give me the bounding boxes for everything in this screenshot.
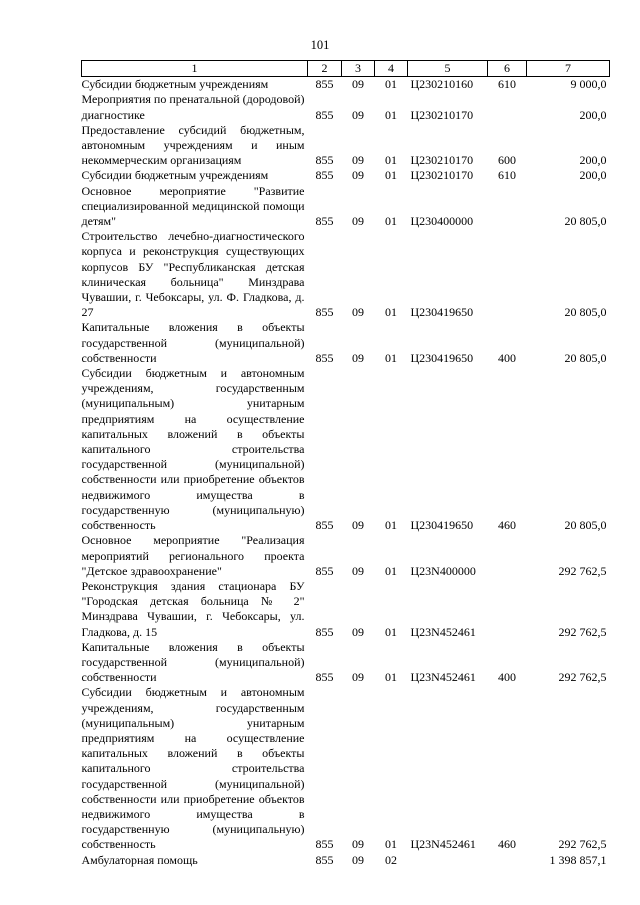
amount: 200,0 — [579, 107, 607, 122]
table-row — [82, 579, 610, 640]
amount: 292 762,5 — [558, 837, 607, 852]
table-row — [82, 320, 610, 366]
ministry-code: 855 — [315, 305, 334, 320]
expense-type-code: 400 — [498, 350, 516, 365]
table-row — [82, 853, 610, 868]
budget-table — [81, 60, 610, 868]
expense-type-code — [488, 184, 527, 230]
expense-type-code: 600 — [498, 153, 516, 168]
subsection-code: 01 — [385, 837, 397, 852]
expense-type-code: 400 — [498, 670, 516, 685]
header-col-1: 1 — [82, 61, 308, 77]
ministry-code: 855 — [315, 214, 334, 229]
target-item-code: Ц23N452461 — [410, 624, 476, 639]
ministry-code: 855 — [315, 153, 334, 168]
ministry-code: 855 — [315, 350, 334, 365]
subsection-code: 01 — [385, 624, 397, 639]
target-item-code: Ц230210170 — [410, 153, 474, 168]
table-row — [82, 533, 610, 579]
page-number: 101 — [310, 38, 330, 52]
target-item-code: Ц230210170 — [410, 107, 474, 122]
subsection-code: 01 — [385, 107, 397, 122]
table-row — [82, 168, 610, 183]
expense-type-code — [488, 92, 527, 122]
ministry-code: 855 — [315, 837, 334, 852]
item-name: Субсидии бюджетным учреждениям — [81, 77, 269, 92]
amount: 1 398 857,1 — [549, 852, 607, 867]
subsection-code: 01 — [385, 518, 397, 533]
ministry-code: 855 — [315, 563, 334, 578]
target-item-code: Ц230400000 — [410, 214, 474, 229]
table-body — [82, 77, 610, 868]
subsection-code: 01 — [385, 77, 397, 92]
ministry-code: 855 — [315, 670, 334, 685]
section-code: 09 — [352, 107, 364, 122]
expense-type-code — [488, 533, 527, 579]
item-name: Мероприятия по пренатальной (дородовой) диагностике — [81, 92, 305, 122]
section-code: 09 — [352, 214, 364, 229]
target-item-code: Ц230419650 — [410, 305, 474, 320]
header-col-5: 5 — [408, 61, 488, 77]
ministry-code: 855 — [315, 518, 334, 533]
ministry-code: 855 — [315, 77, 334, 92]
table-row — [82, 366, 610, 533]
amount: 20 805,0 — [564, 518, 607, 533]
item-name: Амбулаторная помощь — [81, 852, 198, 867]
subsection-code: 01 — [385, 563, 397, 578]
amount: 9 000,0 — [570, 77, 607, 92]
section-code: 09 — [352, 305, 364, 320]
amount: 20 805,0 — [564, 305, 607, 320]
item-name: Предоставление субсидий бюджетным, автономным учреждениям и иным некоммерческим организациям — [81, 122, 305, 168]
item-name: Субсидии бюджетным и автономным учреждениям, государственным (муниципальным) унитарным предприятиям на осуществление капитальных вложений в объекты капитального строительства государственной (муниципальной) собственности или приобретение объектов недвижимого имущества в государственную (муниципальную) собственность — [81, 685, 305, 852]
target-item-code — [408, 853, 488, 868]
header-col-6: 6 — [488, 61, 527, 77]
item-name: Капитальные вложения в объекты государственной (муниципальной) собственности — [81, 320, 305, 365]
table-header — [82, 61, 610, 77]
target-item-code: Ц230210160 — [410, 77, 474, 92]
table-row — [82, 685, 610, 852]
subsection-code: 01 — [385, 350, 397, 365]
expense-type-code: 610 — [498, 168, 516, 183]
header-row — [82, 61, 610, 77]
section-code: 09 — [352, 77, 364, 92]
ministry-code: 855 — [315, 107, 334, 122]
expense-type-code: 610 — [498, 77, 516, 92]
amount: 292 762,5 — [558, 624, 607, 639]
item-name: Реконструкция здания стационара БУ "Городская детская больница № 2" Минздрава Чувашии, г. Чебоксары, ул. Гладкова, д. 15 — [81, 578, 305, 639]
header-col-2: 2 — [308, 61, 342, 77]
table-row — [82, 640, 610, 686]
target-item-code: Ц230419650 — [410, 518, 474, 533]
expense-type-code: 460 — [498, 837, 516, 852]
subsection-code: 01 — [385, 214, 397, 229]
section-code: 09 — [352, 837, 364, 852]
target-item-code: Ц23N400000 — [410, 563, 476, 578]
amount: 292 762,5 — [558, 563, 607, 578]
amount: 20 805,0 — [564, 214, 607, 229]
target-item-code: Ц230419650 — [410, 350, 474, 365]
subsection-code: 01 — [385, 168, 397, 183]
ministry-code: 855 — [315, 168, 334, 183]
section-code: 09 — [352, 852, 364, 867]
subsection-code: 02 — [385, 852, 397, 867]
expense-type-code — [488, 853, 527, 868]
section-code: 09 — [352, 670, 364, 685]
expense-type-code — [488, 579, 527, 640]
amount: 200,0 — [579, 168, 607, 183]
target-item-code: Ц23N452461 — [410, 670, 476, 685]
ministry-code: 855 — [315, 624, 334, 639]
item-name: Основное мероприятие "Реализация мероприятий регионального проекта "Детское здравоохранение" — [81, 533, 305, 578]
header-col-7: 7 — [527, 61, 610, 77]
table-row — [82, 92, 610, 122]
item-name: Строительство лечебно-диагностического корпуса и реконструкция существующих корпусов БУ "Республиканская детская клиническая больница" Минздрава Чувашии, г. Чебоксары, ул. Ф. Гладкова, д. 27 — [81, 229, 305, 320]
section-code: 09 — [352, 563, 364, 578]
section-code: 09 — [352, 350, 364, 365]
item-name: Основное мероприятие "Развитие специализированной медицинской помощи детям" — [81, 183, 305, 229]
section-code: 09 — [352, 168, 364, 183]
table-row — [82, 229, 610, 320]
table-row — [82, 123, 610, 169]
expense-type-code: 460 — [498, 518, 516, 533]
amount: 200,0 — [579, 153, 607, 168]
item-name: Субсидии бюджетным и автономным учреждениям, государственным (муниципальным) унитарным предприятиям на осуществление капитальных вложений в объекты капитального строительства государственной (муниципальной) собственности или приобретение объектов недвижимого имущества в государственную (муниципальную) собственность — [81, 366, 305, 533]
amount: 292 762,5 — [558, 670, 607, 685]
table-row — [82, 77, 610, 93]
subsection-code: 01 — [385, 305, 397, 320]
ministry-code: 855 — [315, 852, 334, 867]
section-code: 09 — [352, 153, 364, 168]
header-col-4: 4 — [375, 61, 408, 77]
target-item-code: Ц230210170 — [410, 168, 474, 183]
subsection-code: 01 — [385, 670, 397, 685]
header-col-3: 3 — [342, 61, 375, 77]
item-name: Капитальные вложения в объекты государственной (муниципальной) собственности — [81, 639, 305, 685]
amount: 20 805,0 — [564, 350, 607, 365]
target-item-code: Ц23N452461 — [410, 837, 476, 852]
section-code: 09 — [352, 624, 364, 639]
item-name: Субсидии бюджетным учреждениям — [81, 168, 269, 183]
subsection-code: 01 — [385, 153, 397, 168]
table-row — [82, 184, 610, 230]
section-code: 09 — [352, 518, 364, 533]
expense-type-code — [488, 229, 527, 320]
